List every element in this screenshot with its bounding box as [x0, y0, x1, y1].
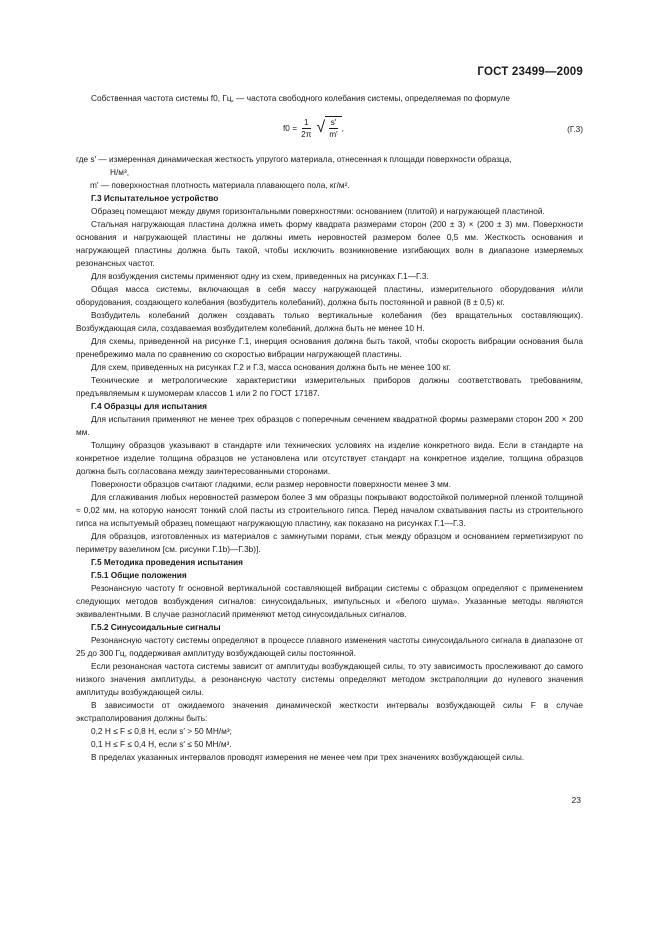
paragraph: Образец помещают между двумя горизонтальными поверхностями: основанием (плитой) и нагружающей пластиной. — [91, 206, 545, 216]
paragraph: Стальная нагружающая пластина должна иметь форму квадрата размерами сторон (200 ± 3) × (200 ± 3) мм. Поверхности основания и нагружающей пластины не должны иметь неровностей размером более 0,5 мм. Жесткость основания и нагружающей пластины должна быть такой, чтобы исключить возникновение изгибающих волн в диапазоне измеряемых резонансных частот. — [76, 219, 583, 268]
definitions — [76, 153, 583, 192]
sections — [76, 192, 583, 764]
section-heading: Г.5.1 Общие положения — [91, 570, 187, 580]
formula-expression — [283, 116, 344, 140]
paragraph: Для образцов, изготовленных из материалов с замкнутыми порами, стык между образцом и основанием герметизируют по периметру вазелином [см. рисунки Г.1b)—Г.3b)]. — [76, 531, 583, 554]
formula-lhs: f0 = — [283, 122, 298, 133]
formula-frac2-den: m′ — [329, 129, 338, 139]
standard-header: ГОСТ 23499—2009 — [477, 66, 583, 78]
intro-paragraph: Собственная частота системы f0, Гц, — частота свободного колебания системы, определяемая по формуле — [91, 93, 511, 103]
paragraph: Технические и метрологические характеристики измерительных приборов должны соответствовать требованиям, предъявляемым к шумомерам классов 1 или 2 по ГОСТ 17187. — [76, 375, 583, 398]
paragraph: 0,1 Н ≤ F ≤ 0,4 Н, если s′ ≤ 50 МН/м³. — [91, 739, 232, 749]
formula-frac1-den: 2π — [301, 128, 312, 139]
section-heading: Г.4 Образцы для испытания — [91, 401, 207, 411]
paragraph: Для схемы, приведенной на рисунке Г.1, инерция основания должна быть такой, чтобы скорость вибрации основания была пренебрежимо мала по сравнению со скоростью вибрации нагружающей пластины. — [76, 336, 583, 359]
paragraph: Для сглаживания любых неровностей размером более 3 мм образцы покрывают водостойкой полимерной пленкой толщиной ≈ 0,02 мм, на которую наносят тонкий слой пасты из строительного гипса. Перед началом схватывания пасты из строительного гипса на испытуемый образец помещают нагружающую пластину, как показано на рисунках Г.1—Г.3. — [76, 492, 583, 528]
section-heading: Г.3 Испытательное устройство — [91, 193, 219, 203]
formula-fraction-1 — [299, 117, 313, 140]
paragraph: 0,2 Н ≤ F ≤ 0,8 Н, если s′ > 50 МН/м³; — [91, 726, 232, 736]
section-heading: Г.5.2 Синусоидальные сигналы — [91, 622, 221, 632]
formula-tail: , — [341, 122, 344, 133]
page-content — [76, 92, 583, 764]
paragraph: Общая масса системы, включающая в себя массу нагружающей пластины, измерительного оборудования и/или оборудования, создающего колебания (возбудитель колебаний), должна быть постоянной и равной (8 ± 0,5) кг. — [76, 284, 583, 307]
paragraph: Толщину образцов указывают в стандарте или технических условиях на изделие конкретного вида. Если в стандарте на конкретное изделие толщина образцов не установлена или отсутствует стандарт на конкретное изделие, толщина образцов должна быть согласована между заинтересованными сторонами. — [76, 440, 583, 476]
paragraph: Возбудитель колебаний должен создавать только вертикальные колебания (без вращательных составляющих). Возбуждающая сила, создаваемая возбудителем колебаний, должна быть не менее 10 Н. — [76, 310, 583, 333]
paragraph: Для испытания применяют не менее трех образцов с поперечным сечением квадратной формы размерами сторон 200 × 200 мм. — [76, 414, 583, 437]
definition-s-unit: Н/м³, — [110, 167, 130, 177]
formula-frac1-num: 1 — [303, 116, 309, 127]
paragraph: В пределах указанных интервалов проводят измерения не менее чем при трех значениях возбуждающей силы. — [91, 752, 525, 762]
formula-number: (Г.3) — [567, 124, 583, 134]
formula-fraction-2 — [327, 117, 339, 140]
paragraph: Для схем, приведенных на рисунках Г.2 и Г.3, масса основания должна быть не менее 100 кг. — [91, 362, 451, 372]
page-number: 23 — [571, 795, 581, 805]
paragraph: Резонансную частоту fr основной вертикальной составляющей вибрации системы с образцом определяют с применением следующих методов возбуждения сигналов: синусоидальных, импульсных и «белого шума». Указанные методы являются эквивалентными. В случае разногласий применяют метод синусоидальных сигналов. — [76, 583, 583, 619]
paragraph: Поверхности образцов считают гладкими, если размер неровности поверхности менее 3 мм. — [91, 479, 451, 489]
paragraph: В зависимости от ожидаемого значения динамической жесткости интервалы возбуждающей силы F в случае экстраполирования должны быть: — [76, 700, 583, 723]
sqrt-sign-icon: √ — [316, 119, 326, 136]
section-heading: Г.5 Методика проведения испытания — [91, 557, 243, 567]
formula-g3 — [76, 113, 583, 149]
paragraph: Для возбуждения системы применяют одну из схем, приведенных на рисунках Г.1—Г.3. — [91, 271, 429, 281]
definition-s: где s′ — измеренная динамическая жесткость упругого материала, отнесенная к площади поверхности образца, — [76, 154, 512, 164]
formula-sqrt — [316, 116, 341, 140]
paragraph: Резонансную частоту системы определяют в процессе плавного изменения частоты синусоидального сигнала в диапазоне от 25 до 300 Гц, поддерживая амплитуду возбуждающей силы постоянной. — [76, 635, 583, 658]
definition-m: m′ — поверхностная плотность материала плавающего пола, кг/м². — [90, 180, 350, 190]
paragraph: Если резонансная частота системы зависит от амплитуды возбуждающей силы, то эту зависимость прослеживают до самого низкого значения амплитуды, а резонансную частоту системы определяют методом экстраполяции до нулевого значения амплитуды возбуждающей силы. — [76, 661, 583, 697]
formula-frac2-num: s′ — [330, 117, 337, 127]
